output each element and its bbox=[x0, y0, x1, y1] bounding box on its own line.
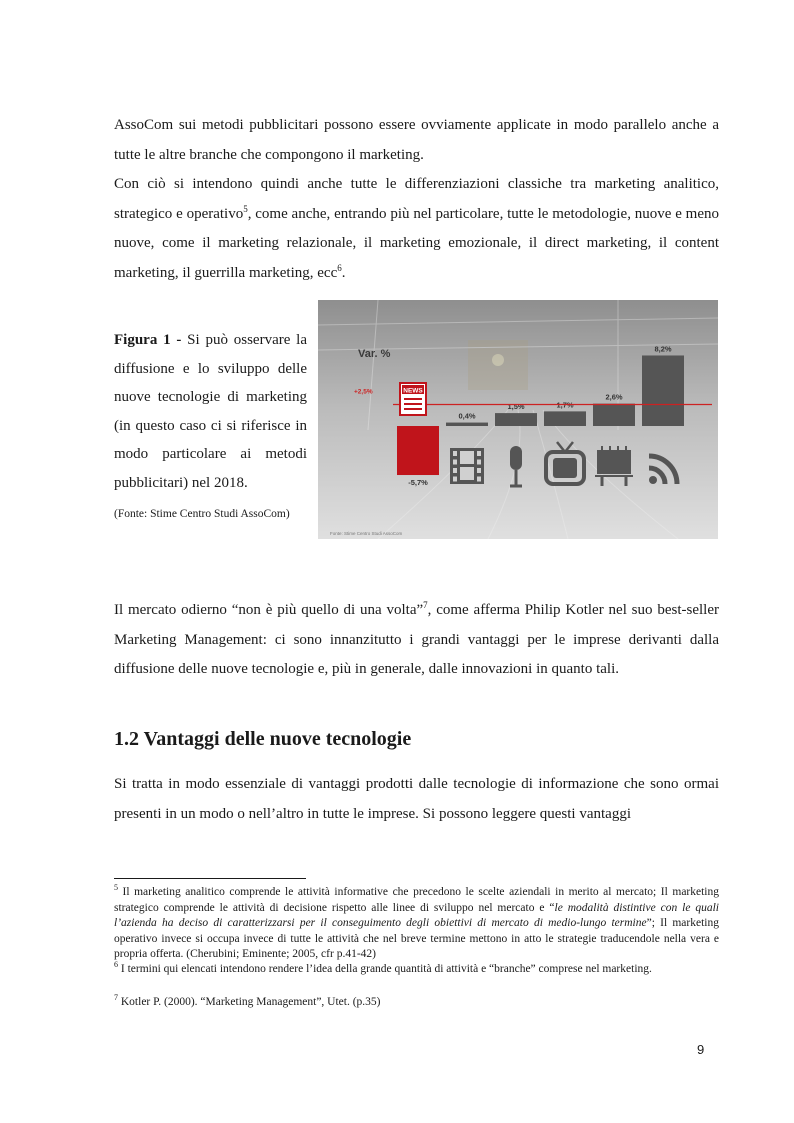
paragraph-text: AssoCom sui metodi pubblicitari possono essere ovviamente applicate in modo parallelo anche a tutte le altre branche che compongono il marketing. bbox=[114, 117, 719, 163]
chart-source-note: Fonte: Stime Centro Studi AssoCom bbox=[330, 531, 403, 536]
paragraph-text: Si tratta in modo essenziale di vantaggi prodotti dalle tecnologie di informazione che sono ormai presenti in un modo o nell’altro in tutte le imprese. Si possono leggere questi vantaggi bbox=[114, 776, 719, 822]
paragraph-text: , come anche, entrando più nel particolare, tutte le metodologie, nuove e meno nuove, come il marketing relazionale, il marketing emozionale, il direct marketing, il content marketing, il guerrilla marketing, ecc bbox=[114, 205, 719, 281]
bar-radio bbox=[495, 413, 537, 426]
reference-line-label: +2,5% bbox=[354, 388, 373, 396]
footnote-number: 6 bbox=[114, 960, 118, 970]
footnote-5 bbox=[114, 885, 719, 963]
footnote-ref-6[interactable]: 6 bbox=[337, 262, 342, 273]
footnote-7 bbox=[114, 995, 719, 1011]
value-label-internet: 8,2% bbox=[654, 344, 672, 354]
body-paragraph bbox=[114, 111, 719, 170]
footnote-text: ”; Il marketing operativo invece si occupa invece di tutte le attività che nel breve termine mettono in atto le strategie traducendole nella vera e propria offerta. (Cherubini; Eminente; 2005, cfr p.41-42) bbox=[114, 917, 719, 960]
figure-caption bbox=[114, 326, 307, 497]
bar-newspaper bbox=[397, 426, 439, 475]
page-number: 9 bbox=[697, 1042, 705, 1057]
bar-outdoor bbox=[593, 404, 635, 426]
bar-tv bbox=[544, 411, 586, 426]
value-label-radio: 1,5% bbox=[507, 402, 525, 412]
advertising-growth-chart bbox=[318, 300, 718, 539]
footnote-number: 5 bbox=[114, 883, 118, 893]
figure-label: Figura 1 - bbox=[114, 332, 182, 348]
figure-caption-text: Si può osservare la diffusione e lo sviluppo delle nuove tecnologie di marketing (in questo caso ci si riferisce in modo particolare ai metodi pubblicitari) nel 2018. bbox=[114, 332, 307, 491]
footnote-text: I termini qui elencati intendono rendere l’idea della grande quantità di attività e “branche” comprese nel marketing. bbox=[118, 963, 652, 975]
footnote-text: Kotler P. (2000). “Marketing Management”, Utet. (p.35) bbox=[118, 996, 381, 1008]
bar-cinema bbox=[446, 423, 488, 426]
section-heading: 1.2 Vantaggi delle nuove tecnologie bbox=[114, 728, 412, 750]
footnote-ref-5[interactable]: 5 bbox=[243, 203, 248, 214]
footnote-ref-7[interactable]: 7 bbox=[423, 600, 428, 610]
chart-svg bbox=[318, 300, 718, 539]
footnote-separator bbox=[114, 878, 306, 879]
body-paragraph bbox=[114, 596, 719, 685]
body-paragraph bbox=[114, 770, 719, 829]
paragraph-text: Il mercato odierno “non è più quello di una volta” bbox=[114, 602, 424, 618]
chart-title: Var. % bbox=[358, 348, 391, 360]
paragraph-text: . bbox=[341, 264, 346, 281]
newspaper-icon bbox=[400, 383, 426, 415]
footnote-quote: le modalità distintive con le quali l’azienda ha deciso di caratterizzarsi per il conseguimento degli obiettivi di mercato di medio-lungo termine bbox=[114, 901, 719, 929]
value-label-cinema: 0,4% bbox=[458, 411, 476, 421]
figure-source: (Fonte: Stime Centro Studi AssoCom) bbox=[114, 508, 290, 520]
bar-internet bbox=[642, 355, 684, 426]
paragraph-text: , come afferma Philip Kotler nel suo best-seller Marketing Management: ci sono innanzitutto i grandi vantaggi per le imprese derivanti dalla diffusione delle nuove tecnologie e, più in generale, dalle innovazioni in quanto tali. bbox=[114, 602, 719, 677]
footnote-6 bbox=[114, 962, 719, 978]
footnote-text: Il marketing analitico comprende le attività informative che precedono le scelte aziendali in merito al mercato; Il marketing strategico comprende le attività di decisione rispetto alle linee di sviluppo nel mercato e “ bbox=[114, 886, 719, 914]
value-label-newspaper: -5,7% bbox=[408, 478, 428, 488]
footnote-number: 7 bbox=[114, 993, 118, 1003]
value-label-outdoor: 2,6% bbox=[605, 392, 623, 402]
value-label-tv: 1,7% bbox=[556, 400, 574, 410]
film-strip-icon bbox=[450, 448, 484, 484]
paragraph-text: Con ciò si intendono quindi anche tutte le differenziazioni classiche tra marketing analitico, strategico e operativo bbox=[114, 176, 719, 222]
svg-text:NEWS: NEWS bbox=[403, 387, 423, 395]
body-paragraph bbox=[114, 170, 719, 288]
